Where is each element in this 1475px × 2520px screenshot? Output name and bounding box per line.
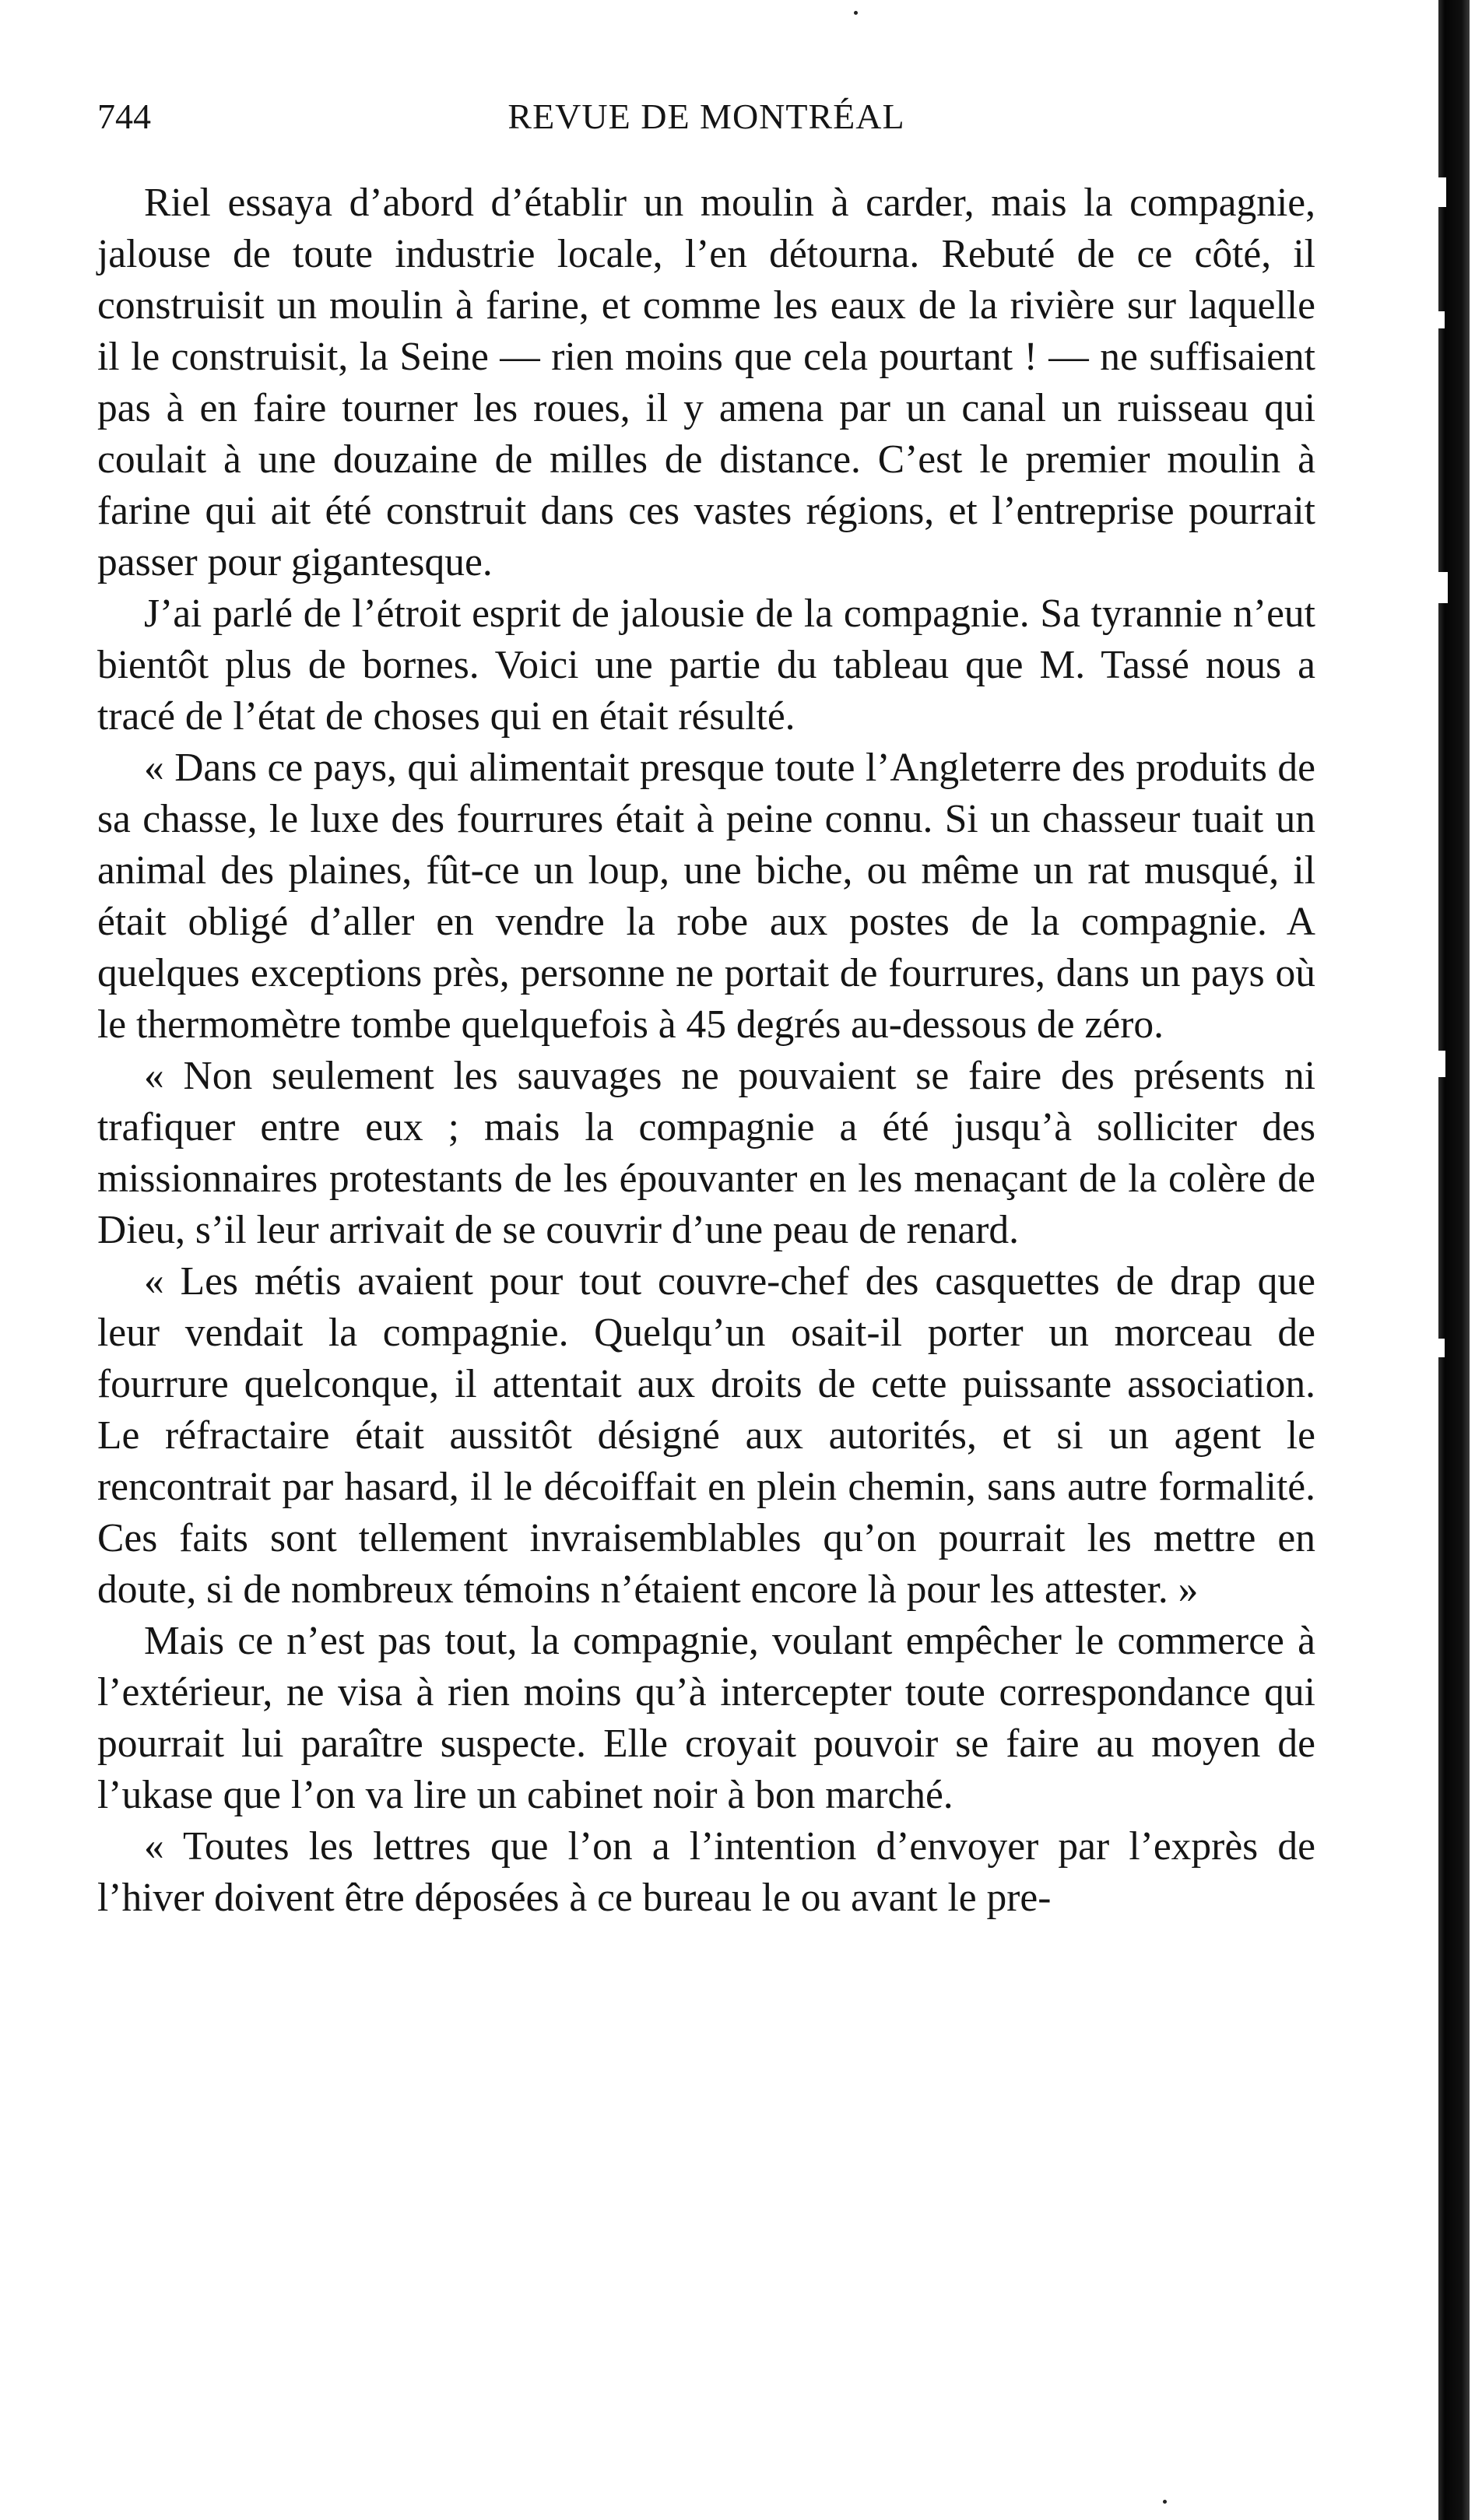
body-text [97,177,1315,1924]
running-head [97,86,1315,148]
running-title: REVUE DE MONTRÉAL [507,97,905,136]
edge-notch [1438,1339,1445,1357]
edge-notch [1438,311,1445,328]
paragraph-quote-sauvages: « Non seulement les sauvages ne pouvaient se faire des présents ni trafiquer entre eux ; mais la compagnie a été jusqu’à solliciter des missionnaires protestants de les épouvanter en les menaçant de la colère de Dieu, s’il leur arrivait de se couvrir d’une peau de renard. [97,1054,1315,1252]
edge-notch [1438,572,1448,603]
paragraph-quote-fourrures: « Dans ce pays, qui alimentait presque toute l’Angleterre des produits de sa chasse, le luxe des fourrures était à peine connu. Si un chasseur tuait un animal des plaines, fût-ce un loup, une biche, ou même un rat musqué, il était obligé d’aller en vendre la robe aux postes de la compagnie. A quelques exceptions près, personne ne portait de fourrures, dans un pays où le thermomètre tombe quelquefois à 45 degrés au-dessous de zéro. [97,746,1315,1047]
scan-speck [1163,2500,1167,2504]
scan-speck [854,11,858,15]
paragraph-jalousie: J’ai parlé de l’étroit esprit de jalousie de la compagnie. Sa tyrannie n’eut bientôt plus de bornes. Voici une partie du tableau que M. Tassé nous a tracé de l’état de choses qui en était résulté. [97,591,1315,739]
scan-binding-edge [1438,0,1470,2520]
paragraph-correspondance: Mais ce n’est pas tout, la compagnie, voulant empêcher le commerce à l’extérieur, ne visa à rien moins qu’à intercepter toute correspondance qui pourrait lui paraître suspecte. Elle croyait pouvoir se faire au moyen de l’ukase que l’on va lire un cabinet noir à bon marché. [97,1619,1315,1817]
page-number: 744 [97,97,151,136]
paragraph-quote-metis: « Les métis avaient pour tout couvre-chef des casquettes de drap que leur vendait la compagnie. Quelqu’un osait-il porter un morceau de fourrure quelconque, il attentait aux droits de cette puissante association. Le réfractaire était aussitôt désigné aux autorités, et si un agent le rencontrait par hasard, il le décoiffait en plein chemin, sans autre formalité. Ces faits sont tellement invraisemblables qu’on pourrait les mettre en doute, si de nombreux témoins n’étaient encore là pour les attester. » [97,1259,1315,1612]
edge-notch [1438,177,1446,207]
paragraph-riel-moulin: Riel essaya d’abord d’établir un moulin à carder, mais la compagnie, jalouse de toute industrie locale, l’en détourna. Rebuté de ce côté, il construisit un moulin à farine, et comme les eaux de la rivière sur laquelle il le construisit, la Seine — rien moins que cela pourtant ! — ne suffisaient pas à en faire tourner les roues, il y amena par un canal un ruisseau qui coulait à une douzaine de milles de distance. C’est le premier moulin à farine qui ait été construit dans ces vastes régions, et l’entreprise pourrait passer pour gigantesque. [97,181,1315,584]
edge-notch [1438,1051,1445,1077]
paragraph-quote-lettres: « Toutes les lettres que l’on a l’intention d’envoyer par l’exprès de l’hiver doivent être déposées à ce bureau le ou avant le pre- [97,1824,1315,1920]
